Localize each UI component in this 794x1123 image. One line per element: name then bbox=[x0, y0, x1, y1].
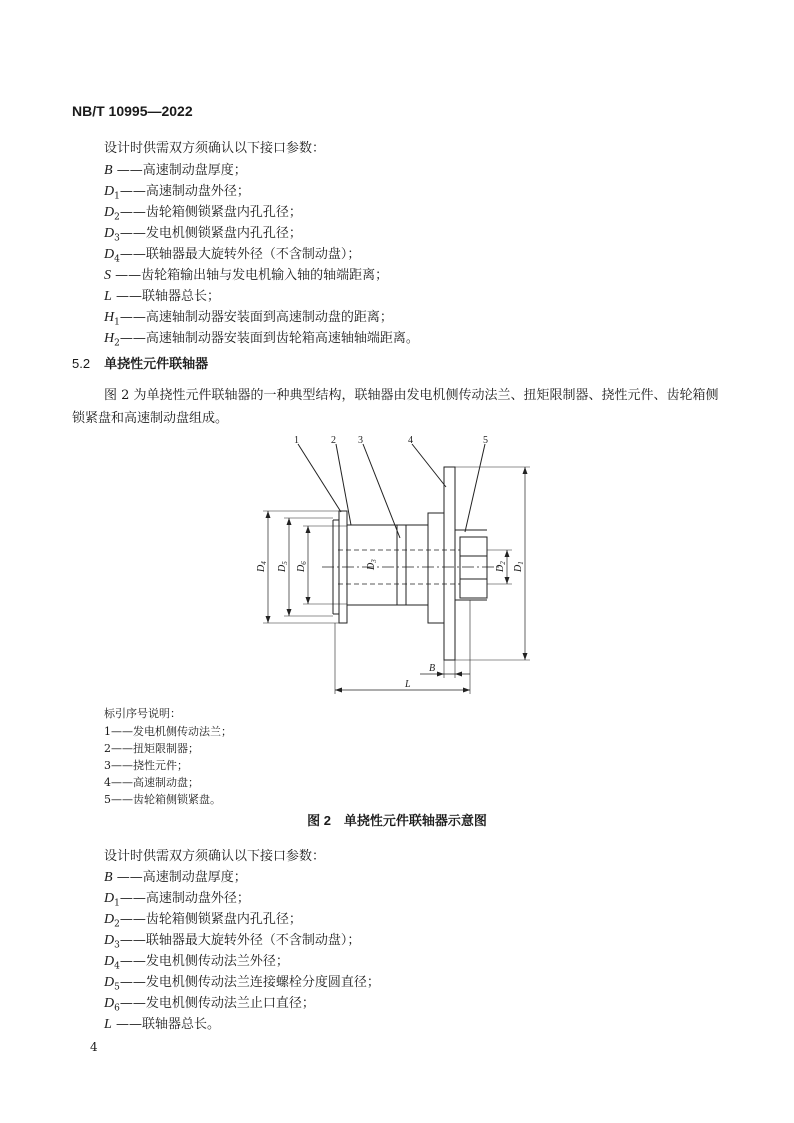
param-line: $D_1——$高速制动盘外径； bbox=[104, 184, 250, 202]
legend-item: 3——挠性元件； bbox=[104, 759, 188, 772]
figure-caption: 图 2 单挠性元件联轴器示意图 bbox=[307, 813, 487, 828]
callout-2: 2 bbox=[331, 435, 336, 446]
section-heading: 5.2 单挠性元件联轴器 bbox=[72, 356, 209, 371]
param-line: B ——高速制动盘厚度； bbox=[104, 163, 247, 178]
callout-leader-5 bbox=[465, 444, 485, 532]
label-D4: $D_4$ bbox=[256, 561, 268, 572]
label-D3: $D_3$ bbox=[366, 559, 378, 570]
callout-leader-2 bbox=[336, 444, 351, 525]
flexible-element bbox=[397, 525, 406, 605]
label-D2: $D_2$ bbox=[495, 561, 507, 572]
param-line: $D_4——$联轴器最大旋转外径（不含制动盘）； bbox=[104, 247, 361, 265]
param-line: $D_1——$高速制动盘外径； bbox=[104, 891, 250, 909]
param-line: L ——联轴器总长。 bbox=[104, 1017, 220, 1032]
page-number: 4 bbox=[90, 1040, 98, 1054]
coupling-diagram bbox=[250, 430, 550, 700]
param-line: $D_3——$联轴器最大旋转外径（不含制动盘）； bbox=[104, 933, 361, 951]
param-line: L ——联轴器总长； bbox=[104, 289, 220, 304]
callout-3: 3 bbox=[358, 435, 363, 446]
label-B: B bbox=[429, 663, 436, 674]
document-code: NB/T 10995—2022 bbox=[72, 103, 193, 119]
legend-item: 1——发电机侧传动法兰； bbox=[104, 725, 232, 738]
param-line: $H_2——$高速轴制动器安装面到齿轮箱高速轴轴端距离。 bbox=[104, 331, 419, 349]
intro-text-1: 设计时供需双方须确认以下接口参数： bbox=[104, 141, 326, 156]
param-line: $D_2——$齿轮箱侧锁紧盘内孔孔径； bbox=[104, 205, 302, 223]
param-line: $D_3——$发电机侧锁紧盘内孔孔径； bbox=[104, 226, 302, 244]
legend-title: 标引序号说明： bbox=[104, 707, 181, 720]
brake-disc bbox=[444, 467, 455, 660]
param-line: B ——高速制动盘厚度； bbox=[104, 870, 247, 885]
param-line: $D_2——$齿轮箱侧锁紧盘内孔孔径； bbox=[104, 912, 302, 930]
callout-4: 4 bbox=[408, 435, 413, 446]
label-D5: $D_5$ bbox=[277, 561, 289, 572]
label-D1: $D_1$ bbox=[513, 561, 525, 572]
callout-leader-3 bbox=[363, 444, 400, 538]
label-L: L bbox=[405, 679, 411, 690]
param-line: $D_6——$发电机侧传动法兰止口直径； bbox=[104, 996, 315, 1014]
intro-text-2: 设计时供需双方须确认以下接口参数： bbox=[104, 849, 326, 864]
body-paragraph: 图 2 为单挠性元件联轴器的一种典型结构，联轴器由发电机侧传动法兰、扭矩限制器、挠性元件、齿轮箱侧锁紧盘和高速制动盘组成。 bbox=[72, 388, 719, 426]
callout-leader-4 bbox=[412, 444, 446, 487]
param-line: $H_1——$高速轴制动器安装面到高速制动盘的距离； bbox=[104, 310, 393, 328]
param-line: $D_5——$发电机侧传动法兰连接螺栓分度圆直径； bbox=[104, 975, 380, 993]
locking-disc bbox=[460, 537, 487, 598]
param-line: $D_4——$发电机侧传动法兰外径； bbox=[104, 954, 289, 972]
callout-1: 1 bbox=[294, 435, 299, 446]
legend-item: 4——高速制动盘； bbox=[104, 776, 199, 789]
callout-5: 5 bbox=[483, 435, 488, 446]
param-line: S ——齿轮箱输出轴与发电机输入轴的轴端距离； bbox=[104, 268, 389, 283]
label-D6: $D_6$ bbox=[296, 561, 308, 572]
legend-item: 5——齿轮箱侧锁紧盘。 bbox=[104, 793, 221, 806]
legend-item: 2——扭矩限制器； bbox=[104, 742, 199, 755]
callout-leader-1 bbox=[298, 444, 341, 512]
